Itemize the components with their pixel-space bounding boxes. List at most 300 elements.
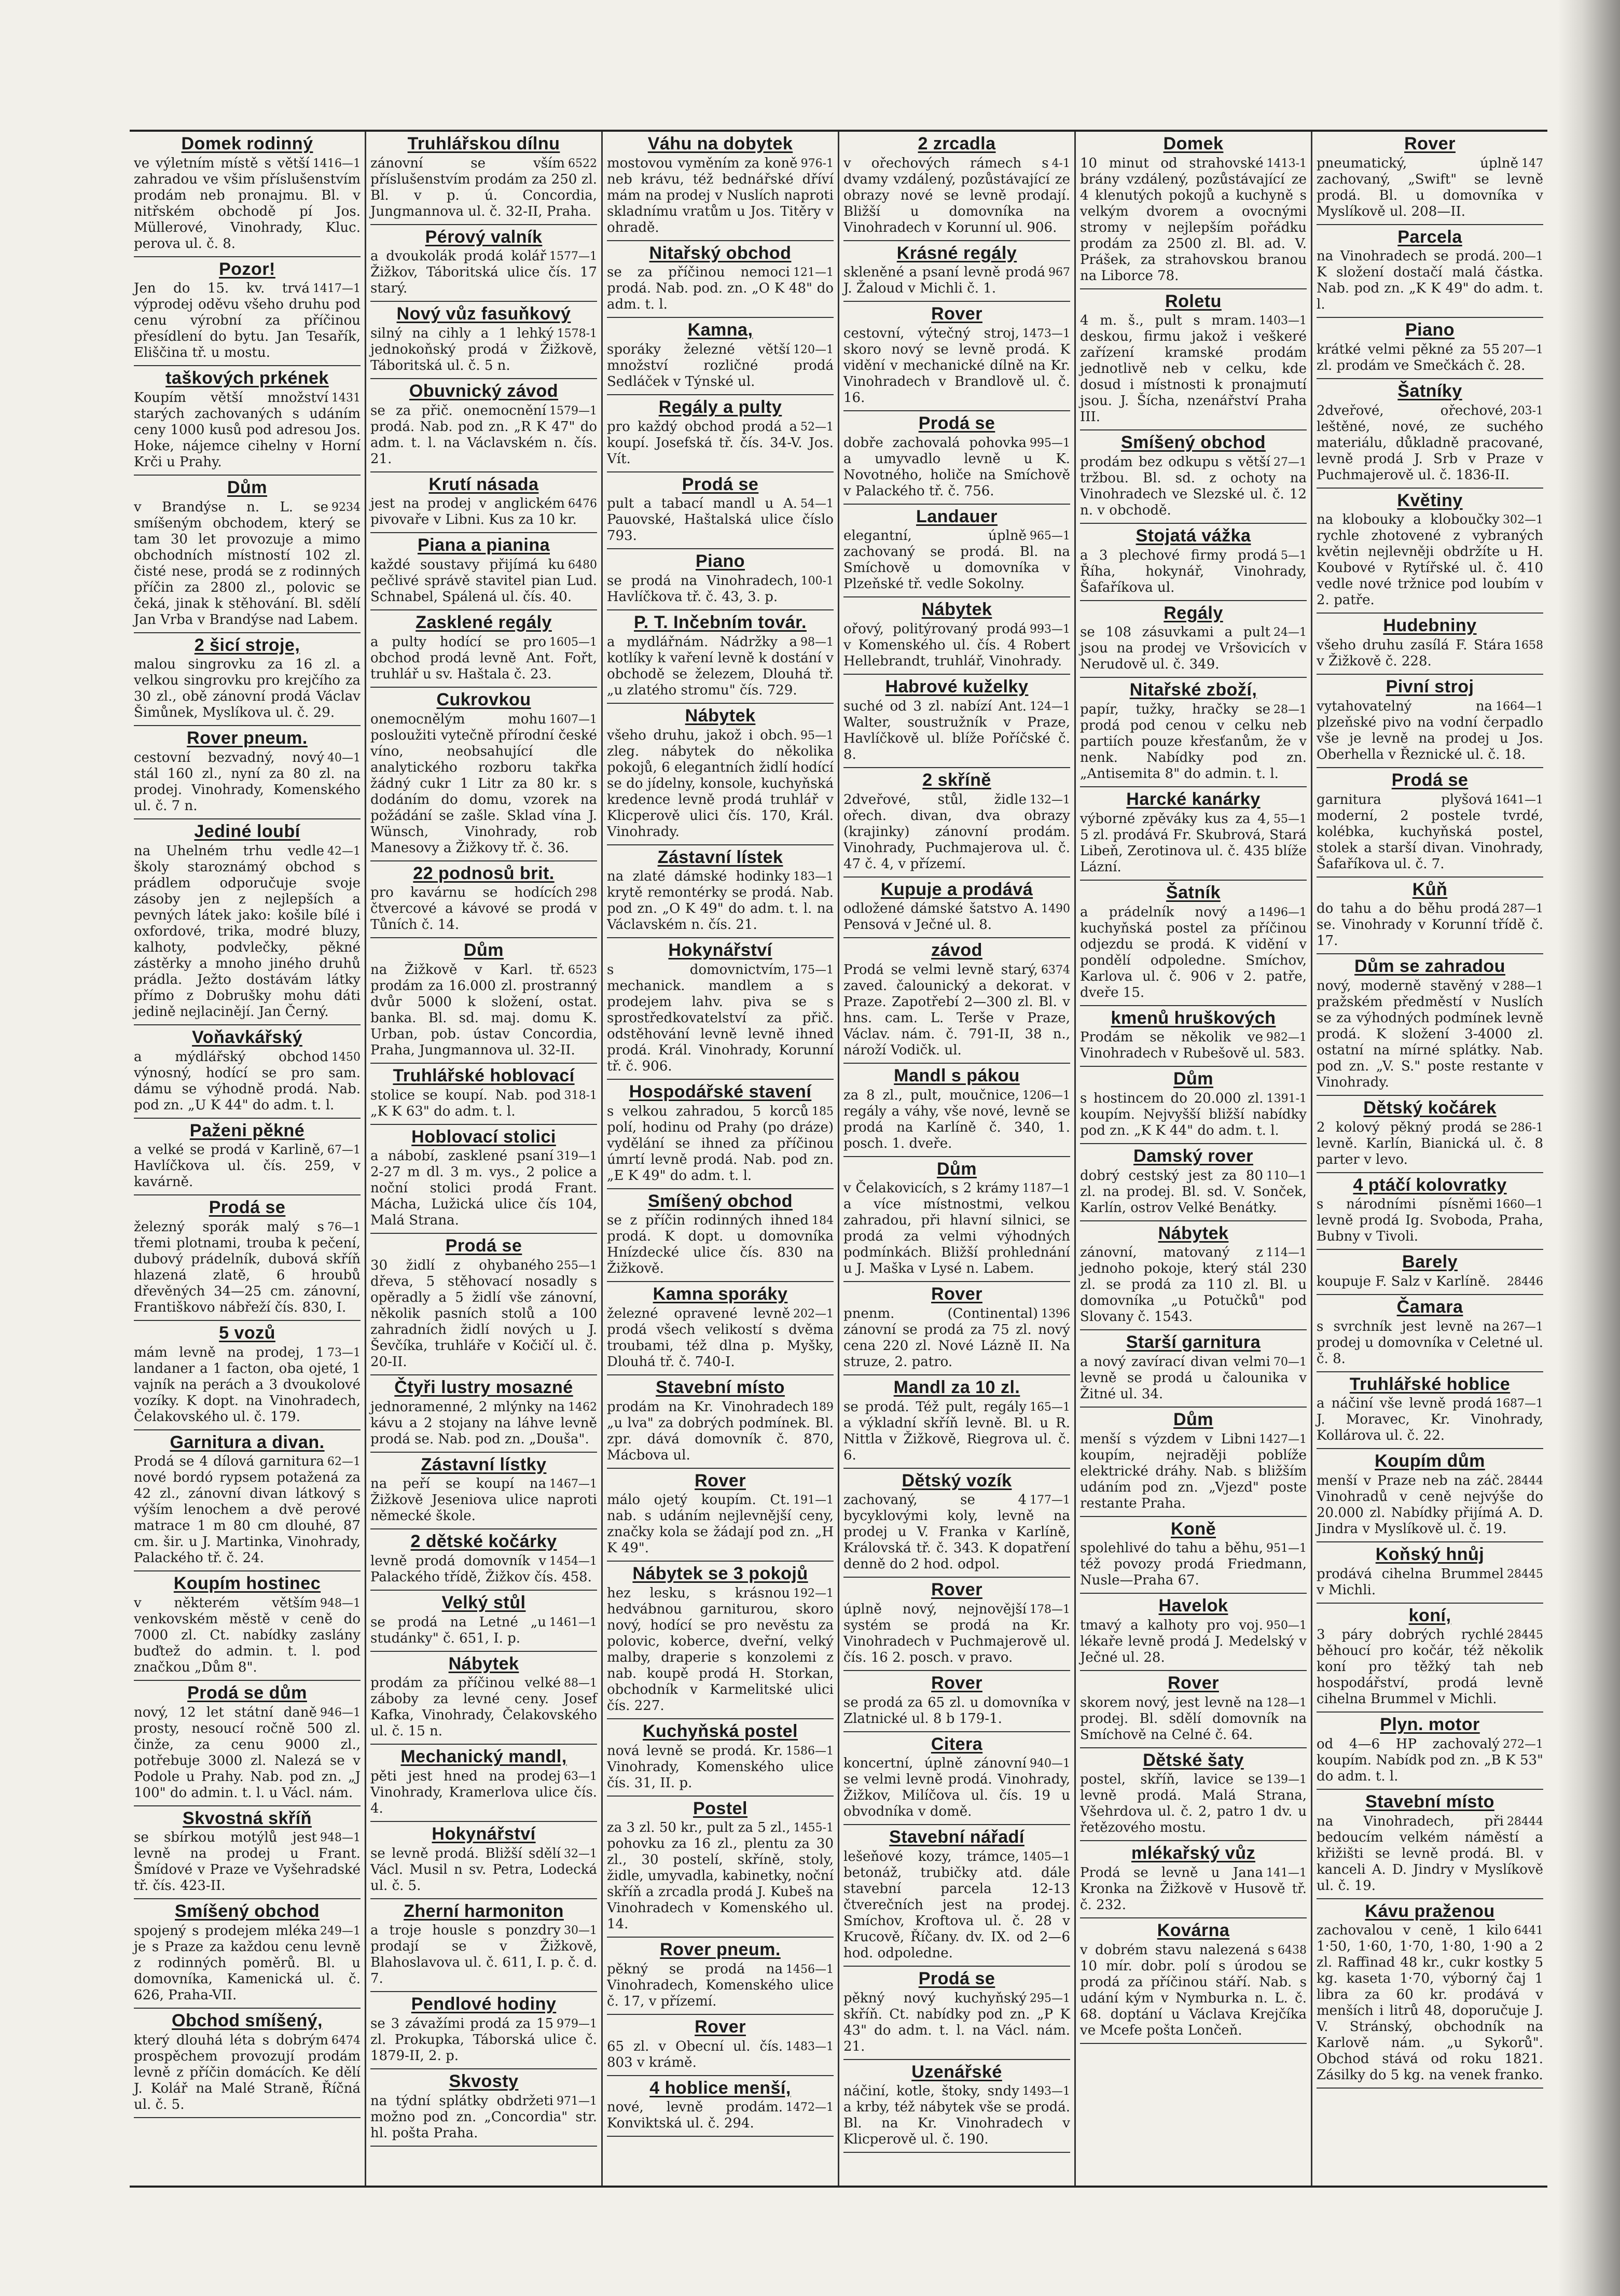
ad-text bbox=[134, 2033, 361, 2113]
classified-ad bbox=[1317, 1372, 1543, 1450]
classified-ad bbox=[370, 1453, 597, 1530]
ad-code: 67—1 bbox=[327, 1144, 361, 1157]
ad-code: 1483—1 bbox=[786, 2040, 834, 2053]
ad-code: 6441 bbox=[1514, 1924, 1543, 1938]
classified-ad bbox=[607, 1719, 834, 1797]
ad-code: 40—1 bbox=[327, 752, 361, 765]
classified-ad bbox=[370, 379, 597, 472]
ad-heading: Rover bbox=[1168, 1673, 1219, 1693]
ad-heading: závod bbox=[931, 940, 982, 961]
classified-ad bbox=[134, 476, 361, 633]
ad-code: 28—1 bbox=[1273, 703, 1307, 717]
ad-code: 202—1 bbox=[793, 1307, 834, 1320]
ad-text bbox=[370, 1476, 597, 1524]
ad-body: za 3 zl. 50 kr., pult za 5 zl., pohovku za 16 zl., plentu za 30 zl., 30 postelí, skříně, stoly, židle, umyvadla, kabinetky, noční skříň a zrcadla prodá J. Kubeš na Vinohradech v Komenského ul. 14. bbox=[607, 1820, 834, 1932]
ad-body: Jen do 15. kv. trvá výprodej oděvu všeho druhu pod cenu výrobní za příčinou přesídlení do bytu. Jan Tesařík, Eliščina tř. u mostu. bbox=[134, 281, 361, 361]
ad-code: 28444 bbox=[1507, 1474, 1543, 1487]
ad-text bbox=[370, 712, 597, 856]
ad-heading: Nábytek bbox=[1158, 1223, 1229, 1243]
ad-heading: Rover bbox=[931, 304, 982, 324]
ad-text bbox=[843, 621, 1070, 670]
classified-ad bbox=[1317, 1250, 1543, 1295]
classified-ad bbox=[1080, 601, 1307, 678]
ad-text bbox=[1317, 978, 1543, 1091]
ad-heading: Truhlářské hoblice bbox=[1349, 1374, 1511, 1394]
ad-heading: kmenů hruškových bbox=[1111, 1008, 1276, 1028]
classifieds-column-2 bbox=[365, 132, 601, 2186]
classified-ad bbox=[134, 633, 361, 727]
ad-code: 1417—1 bbox=[313, 282, 361, 296]
ad-text bbox=[1080, 702, 1307, 782]
ad-heading: Mandl za 10 zl. bbox=[893, 1377, 1020, 1397]
ad-code: 139—1 bbox=[1266, 1773, 1307, 1787]
ad-heading: Mandl s pákou bbox=[894, 1065, 1020, 1086]
ad-text bbox=[607, 1961, 834, 2010]
ad-code: 178—1 bbox=[1030, 1603, 1070, 1616]
ad-code: 1578-1 bbox=[557, 327, 597, 341]
ad-text bbox=[1317, 1923, 1543, 2083]
ad-heading: Damský rover bbox=[1133, 1146, 1253, 1166]
ad-heading: Nábytek bbox=[921, 600, 992, 620]
ad-heading: 5 vozů bbox=[219, 1323, 275, 1343]
ad-text bbox=[1317, 699, 1543, 763]
ad-text bbox=[607, 1399, 834, 1464]
ad-heading: 4 ptáčí kolovratky bbox=[1353, 1175, 1507, 1195]
classifieds-sheet bbox=[130, 130, 1547, 2188]
ad-text bbox=[607, 2099, 834, 2132]
classified-ad bbox=[370, 225, 597, 302]
ad-body: na Uhelném trhu vedle školy staroznámý obchod s prádlem odporučuje svoje zásoby jen z nejlepších a pevných látek jako: košile bílé i oxfordové, trika, modré bluzy, kalhoty, podvlečky, pěkné zástěrky a mnoho jiného druhů prádla. Ježto dostávám látky přímo z Dobrušky mohu dáti jedině nejlacinějí. Jan Černý. bbox=[134, 843, 361, 1020]
classified-ad bbox=[843, 1375, 1070, 1469]
classified-ad bbox=[134, 132, 361, 257]
classified-ad bbox=[1317, 768, 1543, 878]
ad-code: 1641—1 bbox=[1496, 793, 1543, 806]
ad-code: 255—1 bbox=[557, 1259, 597, 1272]
ad-heading: Šatník bbox=[1166, 882, 1221, 902]
ad-code: 1454—1 bbox=[549, 1555, 597, 1568]
ad-heading: koní, bbox=[1408, 1605, 1451, 1625]
ad-code: 1472—1 bbox=[786, 2101, 834, 2114]
ad-code: 4-1 bbox=[1051, 157, 1070, 170]
ad-body: a nábobí, zasklené psaní 2-27 m dl. 3 m. vys., 2 police a noční stolici prodá Frant. Mácha, Lužická ulice čís 104, Malá Strana. bbox=[370, 1148, 597, 1229]
ad-code: 249—1 bbox=[320, 1925, 361, 1938]
ad-heading: Krásné regály bbox=[896, 243, 1017, 263]
classified-ad bbox=[370, 2069, 597, 2147]
ad-text bbox=[134, 1142, 361, 1190]
ad-text bbox=[843, 962, 1070, 1059]
classified-ad bbox=[1317, 379, 1543, 489]
ad-heading: Jediné loubí bbox=[194, 822, 300, 842]
ad-text bbox=[1317, 1736, 1543, 1785]
ad-body: malou singrovku za 16 zl. a velkou singrovku pro krejčího za 30 zl., obě zánovní prodá Václav Šimůnek, Myslíkova ul. č. 29. bbox=[134, 657, 361, 721]
classified-ad bbox=[134, 257, 361, 367]
classified-ad bbox=[607, 1562, 834, 1719]
classified-ad bbox=[1080, 678, 1307, 787]
ad-text bbox=[1317, 1627, 1543, 1707]
ad-body: 2dveřové, stůl, židle ořech. divan, dva obrazy (krajinky) zánovní prodám. Vinohrady, Puchmajerova ul. č. 47 č. 4, v přízemí. bbox=[843, 791, 1070, 872]
classified-ad bbox=[607, 1080, 834, 1189]
ad-body: málo ojetý koupím. Ct. nab. s udáním nejlevnější ceny, značky kola se žádají pod zn. „H K 49". bbox=[607, 1492, 834, 1556]
ad-code: 948—1 bbox=[320, 1596, 361, 1610]
ad-body: se levně prodá. Bližší sdělí Václ. Musil n sv. Petra, Lodecká ul. č. 5. bbox=[370, 1845, 597, 1894]
ad-text bbox=[370, 2093, 597, 2141]
ad-text bbox=[607, 2039, 834, 2071]
classified-ad bbox=[1080, 430, 1307, 524]
classified-ad bbox=[370, 1591, 597, 1652]
ad-text bbox=[134, 1345, 361, 1425]
ad-code: 1586—1 bbox=[786, 1744, 834, 1758]
classified-ad bbox=[843, 1064, 1070, 1157]
ad-code: 940—1 bbox=[1030, 1757, 1070, 1771]
ad-code: 128—1 bbox=[1266, 1696, 1307, 1709]
ad-code: 965—1 bbox=[1030, 530, 1070, 543]
ad-heading: Kávu praženou bbox=[1365, 1901, 1495, 1921]
classified-ad bbox=[843, 411, 1070, 505]
ad-text bbox=[1080, 1695, 1307, 1743]
ad-heading: Nitařský obchod bbox=[649, 243, 792, 263]
classified-ad bbox=[1317, 878, 1543, 955]
ad-body: pro kavárnu se hodících čtvercové a kávové se prodá v Tůních č. 14. bbox=[370, 885, 597, 933]
classified-ad bbox=[843, 1671, 1070, 1732]
ad-code: 28445 bbox=[1507, 1629, 1543, 1642]
ad-body: pěti jest hned na prodej Vinohrady, Kramerlova ulice čís. 4. bbox=[370, 1769, 597, 1817]
ad-code: 132—1 bbox=[1030, 793, 1070, 806]
classified-ad bbox=[843, 597, 1070, 675]
ad-heading: Koupím dům bbox=[1375, 1451, 1485, 1471]
ad-body: ořový, politýrovaný prodá v Komenského ul. čís. 4 Robert Hellebrandt, truhlář, Vinohrady. bbox=[843, 621, 1070, 670]
classified-ad bbox=[134, 1899, 361, 2009]
ad-body: s hostincem do 20.000 zl. koupím. Nejvyšší bližší nabídky pod zn. „K K 44" do adm. t. l. bbox=[1080, 1090, 1307, 1138]
ad-heading: mlékařský vůz bbox=[1131, 1843, 1255, 1863]
ad-code: 267—1 bbox=[1503, 1320, 1543, 1333]
ad-body: a troje housle s ponzdry prodají se v Žižkově, Blahoslavova ul. č. 611, I. p. č. d. 7. bbox=[370, 1923, 597, 1987]
ad-code: 141—1 bbox=[1266, 1867, 1307, 1880]
ad-heading: Rover bbox=[931, 1284, 982, 1304]
classified-ad bbox=[1317, 675, 1543, 768]
ad-heading: Krutí násada bbox=[428, 474, 539, 494]
classified-ad bbox=[1317, 1096, 1543, 1173]
classified-ad bbox=[370, 1652, 597, 1745]
ad-text bbox=[843, 1399, 1070, 1464]
ad-code: 6476 bbox=[568, 497, 597, 511]
ad-heading: Koupím hostinec bbox=[173, 1574, 321, 1594]
ad-heading: Nitařské zboží, bbox=[1129, 680, 1257, 700]
classified-ad bbox=[607, 938, 834, 1080]
ad-text bbox=[843, 265, 1070, 297]
ad-body: prodám na Kr. Vinohradech „u lva" za dobrých podmínek. Bl. zpr. dává domovník č. 870, Mácbova ul. bbox=[607, 1399, 834, 1463]
classified-ad bbox=[134, 1025, 361, 1119]
ad-body: nový, 12 let státní daně prosty, nesoucí ročně 500 zl. činže, za cenu 9000 zl., potřebuje 3000 zl. Nalezá se v Podole u Prahy. Nab. pod zn. „J 100" do admin. t. l. u Václ. nám. bbox=[134, 1704, 361, 1801]
ad-body: zachovalou v ceně, 1 kilo 1·50, 1·60, 1·70, 1·80, 1·90 a 2 zl. Raffinad 48 kr., cukr kostky 5 kg. kaseta 1·70, výborný čaj 1 libra za 60 kr. prodává v menších i litrů 48, doporučuje J. V. Stránský, obchodník na Karlově nám. „u Sykorů". Obchod stává od roku 1821. Zásilky do 5 kg. na venek franko. bbox=[1317, 1923, 1543, 2083]
ad-heading: Nábytek se 3 pokojů bbox=[632, 1564, 808, 1584]
ad-heading: Nábytek bbox=[448, 1653, 519, 1674]
ad-heading: Havelok bbox=[1158, 1596, 1228, 1616]
ad-body: jest na prodej v anglickém pivovaře v Libni. Kus za 10 kr. bbox=[370, 496, 577, 528]
ad-body: na Žižkově v Karl. tř. prodám za 16.000 zl. prostranný dvůr 5000 k složení, ostat. banka. Bl. sd. maj. domu K. Urban, pob. ústav Concordia, Praha, Jungmannova ul. 32-II. bbox=[370, 962, 597, 1058]
ad-text bbox=[843, 792, 1070, 872]
ad-body: za 8 zl., pult, moučnice, regály a váhy, vše nové, levně se prodá na Karlíně č. 340, 1. posch. 1. dveře. bbox=[843, 1087, 1070, 1151]
ad-code: 967 bbox=[1048, 266, 1070, 280]
classified-ad bbox=[607, 1469, 834, 1562]
classified-ad bbox=[1080, 289, 1307, 431]
ad-text bbox=[607, 496, 834, 544]
ad-code: 120—1 bbox=[793, 343, 834, 357]
ad-body: krátké velmi pěkné za 55 zl. prodám ve Smečkách č. 28. bbox=[1317, 342, 1526, 374]
ad-body: a mydlářnám. Nádržky a kotlíky k vaření levně k dostání v obchodě se železem, Dlouhá tř. „u zlatého stromu" čís. 729. bbox=[607, 634, 834, 698]
ad-heading: Zasklené regály bbox=[416, 613, 552, 633]
ad-heading: Prodá se bbox=[918, 1969, 995, 1989]
ad-body: levně prodá domovník v Palackého třídě, Žižkov čís. 458. bbox=[370, 1553, 592, 1585]
ad-heading: Regály bbox=[1164, 603, 1223, 623]
ad-code: 1687—1 bbox=[1496, 1397, 1543, 1411]
ad-text bbox=[1080, 1942, 1307, 2039]
classified-ad bbox=[370, 472, 597, 534]
classified-ad bbox=[1080, 1841, 1307, 1918]
ad-body: v Brandýse n. L. se smíšeným obchodem, který se tam 30 let provozuje a mimo obchodních místností 102 zl. čisté nese, prodá se z rodinných příčin za 2800 zl., polovic se čeká, jinak k stěhování. Bl. sdělí Jan Vrba v Brandýse nad Labem. bbox=[134, 499, 361, 628]
ad-body: silný na cihly a 1 lehký jednokoňský prodá v Žižkově, Táboritská ul. č. 5 n. bbox=[370, 326, 597, 374]
ad-code: 1455-1 bbox=[793, 1821, 834, 1835]
ad-body: stolice se koupí. Nab. pod „K K 63" do adm. t. l. bbox=[370, 1087, 561, 1119]
ad-heading: Rover pneum. bbox=[187, 728, 308, 748]
classified-ad bbox=[1080, 1408, 1307, 1517]
classified-ad bbox=[1080, 1144, 1307, 1221]
ad-heading: 2 šicí stroje, bbox=[194, 635, 300, 655]
ad-text bbox=[1080, 1029, 1307, 1062]
ad-body: úplně nový, nejnovější systém se prodá na Kr. Vinohradech v Puchmajerově ul. čís. 16 2. posch. v pravo. bbox=[843, 1602, 1070, 1665]
ad-text bbox=[843, 1306, 1070, 1370]
ad-text bbox=[134, 1595, 361, 1676]
ad-code: 995—1 bbox=[1030, 436, 1070, 450]
classified-ad bbox=[134, 1571, 361, 1681]
classified-ad bbox=[1080, 1671, 1307, 1748]
ad-code: 1461—1 bbox=[549, 1616, 597, 1629]
ad-body: garnitura plyšová moderní, 2 postele tvrdé, kolébka, kuchyňská postel, stolek a starší divan. Vinohrady, Šafaříkova ul. č. 7. bbox=[1317, 791, 1543, 872]
classified-ad bbox=[843, 1469, 1070, 1578]
ad-heading: Domek bbox=[1163, 134, 1224, 154]
classified-ad bbox=[370, 610, 597, 688]
ad-body: se sbírkou motýlů jest levně na prodej u Frant. Šmídové v Praze ve Vyšehradské tř. čís. 423-II. bbox=[134, 1830, 361, 1894]
ad-body: se z příčin rodinných ihned prodá. K dopt. u domovníka Hnízdecké ulice čís. 830 na Žižkově. bbox=[607, 1213, 834, 1277]
classified-ad bbox=[134, 366, 361, 476]
ad-heading: Piano bbox=[1405, 320, 1455, 340]
ad-heading: Rover bbox=[695, 2017, 746, 2037]
classified-ad bbox=[843, 675, 1070, 768]
classified-ad bbox=[1080, 1006, 1307, 1067]
ad-body: se 3 závažími prodá za 15 zl. Prokupka, Táborská ulice č. 1879-II, 2. p. bbox=[370, 2016, 597, 2064]
ad-heading: Paženi pěkné bbox=[189, 1120, 305, 1140]
ad-heading: Zherní harmoniton bbox=[404, 1901, 564, 1921]
ad-text bbox=[607, 728, 834, 840]
classified-ad bbox=[1080, 1067, 1307, 1144]
ad-code: 189 bbox=[812, 1400, 834, 1414]
ad-heading: 2 zrcadla bbox=[918, 134, 996, 154]
ad-heading: Truhlářské hoblovací bbox=[393, 1065, 575, 1086]
ad-text bbox=[843, 1756, 1070, 1820]
ad-text bbox=[607, 1306, 834, 1370]
ad-code: 183—1 bbox=[793, 870, 834, 884]
ad-code: 121—1 bbox=[793, 266, 834, 280]
ad-code: 203-1 bbox=[1510, 404, 1543, 418]
ad-heading: Garnitura a divan. bbox=[170, 1432, 325, 1452]
ad-body: skorem nový, jest levně na prodej. Bl. sdělí domovník na Smíchově na Celné č. 64. bbox=[1080, 1694, 1307, 1743]
ad-body: pneumatický, úplně zachovaný, „Swift" se levně prodá. Bl. u domovníka v Myslíkově ul. 208—II. bbox=[1317, 155, 1543, 219]
classified-ad bbox=[843, 1282, 1070, 1375]
ad-code: 42—1 bbox=[327, 844, 361, 858]
ad-heading: Landauer bbox=[916, 506, 998, 526]
ad-text bbox=[1080, 811, 1307, 875]
ad-text bbox=[1080, 1618, 1307, 1666]
ad-body: prodám bez odkupu s větší tržbou. Bl. sd. z ochoty na Vinohradech ve Slezské ul. č. 12 n. v obchodě. bbox=[1080, 454, 1307, 519]
ad-heading: Obuvnický závod bbox=[409, 381, 559, 401]
ad-body: postel, skříň, lavice se levně prodá. Malá Strana, Všehrdova ul. č. 2, patro 1 dv. u řetězového mostu. bbox=[1080, 1772, 1307, 1836]
ad-body: spojený s prodejem mléka je s Praze za každou cenu levně z rodinných poměrů. Bl. u domovníka, Kamenická ul. č. 626, Praha-VII. bbox=[134, 1923, 361, 2003]
classified-ad bbox=[1317, 1713, 1543, 1790]
ad-body: cestovní, výtečný stroj, skoro nový se levně prodá. K vidění v mechanické dílně na Kr. Vinohradech v Brandlově ul. č. 16. bbox=[843, 326, 1070, 406]
ad-heading: Stavební místo bbox=[1365, 1792, 1494, 1812]
classified-ad bbox=[1317, 489, 1543, 614]
ad-heading: Rover bbox=[1404, 134, 1456, 154]
ad-text bbox=[1317, 1120, 1543, 1168]
ad-body: onemocnělým mohu posloužiti vytečně přírodní české víno, neobsahující dle analytického rozboru takřka žádný cukr 1 Litr za 80 kr. s dodáním do domu, vzorek na požádání se zašle. Sklad vína J. Wünsch, Vinohrady, rob Manesovy a Žižkovy tř. č. 36. bbox=[370, 711, 597, 856]
ad-heading: 22 podnosů brit. bbox=[413, 863, 555, 883]
ad-text bbox=[134, 750, 361, 814]
ad-body: 10 minut od strahovské brány vzdálený, pozůstávající ze 4 klenutých pokojů a kuchyně s velkým dvorem a ovocnými stromy v nejlepším pořádku prodám za 2500 zl. Bl. ad. V. Prášek, za strahovskou branou na Liborce 78. bbox=[1080, 155, 1307, 284]
classified-ad bbox=[370, 1234, 597, 1375]
ad-body: a 3 plechové firmy prodá Říha, hokynář, Vinohrady, Šafaříkova ul. bbox=[1080, 547, 1307, 595]
ad-code: 63—1 bbox=[564, 1770, 597, 1784]
ad-text bbox=[370, 1148, 597, 1229]
ad-code: 1427—1 bbox=[1259, 1432, 1307, 1446]
classified-ad bbox=[1317, 1173, 1543, 1250]
ad-text bbox=[607, 869, 834, 933]
ad-code: 28444 bbox=[1507, 1815, 1543, 1828]
classified-ad bbox=[607, 1282, 834, 1375]
ad-body: náčiní, kotle, štoky, sndy a krby, též nábytek vše se prodá. Bl. na Kr. Vinohradech v Klicperově ul. č. 190. bbox=[843, 2083, 1070, 2148]
classified-ad bbox=[370, 1064, 597, 1125]
ad-heading: Pérový valník bbox=[425, 227, 543, 247]
ad-body: prodám za příčinou velké záboby za levné ceny. Josef Kafka, Vinohrady, Čelakovského ul. č. 15 n. bbox=[370, 1675, 597, 1740]
ad-body: na peří se koupí na Žižkově Jeseniova ulice naproti německé škole. bbox=[370, 1476, 597, 1524]
ad-code: 124—1 bbox=[1030, 700, 1070, 713]
ad-code: 52—1 bbox=[800, 420, 834, 434]
classified-ad bbox=[370, 1375, 597, 1453]
ad-heading: Nový vůz fasuňkový bbox=[396, 304, 571, 324]
classified-ad bbox=[370, 1125, 597, 1234]
ad-text bbox=[607, 342, 834, 390]
ad-text bbox=[1317, 792, 1543, 872]
ad-text bbox=[134, 1830, 361, 1894]
classified-ad bbox=[1317, 1899, 1543, 2089]
ad-body: na klobouky a kloboučky rychle zhotovené z vybraných květin nejlevněji obdržíte u H. Koubové v Rytířské ul. č. 410 vedle nové tržnice pod loubím v 2. patře. bbox=[1317, 512, 1543, 608]
classified-ad bbox=[843, 1578, 1070, 1671]
ad-heading: Kupuje a prodává bbox=[880, 879, 1033, 899]
ad-code: 1605—1 bbox=[549, 635, 597, 649]
ad-body: dobře zachovalá pohovka a umyvadlo levně u K. Novotného, holiče na Smíchově v Palackého tř. č. 756. bbox=[843, 435, 1070, 499]
ad-code: 1391-1 bbox=[1266, 1092, 1307, 1105]
ad-code: 30—1 bbox=[564, 1924, 597, 1938]
ad-heading: Nábytek bbox=[685, 705, 756, 726]
ad-body: koupuje F. Salz v Karlíně. bbox=[1317, 1273, 1490, 1289]
classifieds-column-1 bbox=[130, 132, 365, 2186]
ad-text bbox=[607, 1492, 834, 1556]
ad-code: 6474 bbox=[331, 2034, 361, 2047]
classified-ad bbox=[1317, 132, 1543, 225]
ad-code: 1664—1 bbox=[1496, 700, 1543, 713]
classified-ad bbox=[607, 845, 834, 939]
ad-body: od 4—6 HP zachovalý koupím. Nabídk pod zn. „B K 53" do adm. t. l. bbox=[1317, 1736, 1543, 1785]
classifieds-column-4 bbox=[838, 132, 1074, 2186]
ad-body: pnenm. (Continental) zánovní se prodá za 75 zl. nový cena 220 zl. Nové Lázně II. Na struze, 2. patro. bbox=[843, 1305, 1070, 1370]
ad-heading: Dům bbox=[1173, 1069, 1214, 1089]
ad-heading: Habrové kuželky bbox=[885, 677, 1029, 697]
ad-body: sporáky železné větší množství rozličné prodá Sedláček v Týnské ul. bbox=[607, 342, 834, 390]
ad-body: se prodá na Letné „u studánky" č. 651, I. p. bbox=[370, 1614, 546, 1646]
ad-heading: Dům bbox=[227, 478, 268, 498]
ad-text bbox=[370, 156, 597, 220]
ad-heading: Dům bbox=[1173, 1409, 1214, 1429]
ad-code: 88—1 bbox=[564, 1677, 597, 1690]
classified-ad bbox=[607, 1797, 834, 1938]
ad-body: nová levně se prodá. Kr. Vinohrady, Komenského ulice čís. 31, II. p. bbox=[607, 1743, 834, 1791]
ad-heading: Dětský vozík bbox=[902, 1470, 1012, 1491]
ad-code: 1607—1 bbox=[549, 713, 597, 726]
ad-heading: Váhu na dobytek bbox=[647, 134, 793, 154]
ad-text bbox=[1317, 637, 1543, 670]
ad-heading: 2 dětské kočárky bbox=[410, 1532, 557, 1552]
ad-heading: Pozor! bbox=[219, 259, 275, 279]
ad-code: 76—1 bbox=[327, 1220, 361, 1234]
classified-ad bbox=[843, 938, 1070, 1064]
ad-code: 6374 bbox=[1041, 963, 1070, 977]
ad-heading: Piana a pianina bbox=[417, 535, 550, 555]
ad-heading: Dům bbox=[936, 1159, 977, 1179]
ad-code: 319—1 bbox=[557, 1150, 597, 1163]
classified-ad bbox=[607, 610, 834, 704]
ad-text bbox=[1080, 1865, 1307, 1913]
classified-ad bbox=[1080, 132, 1307, 289]
ad-body: se za příčinou nemoci prodá. Nab. pod. zn. „O K 48" do adm. t. l. bbox=[607, 265, 834, 313]
ad-body: dobrý cestský jest za 80 zl. na prodej. Bl. sd. V. Sonček, Karlín, ostrov Velké Benátky. bbox=[1080, 1167, 1307, 1216]
ad-code: 1462 bbox=[568, 1400, 597, 1414]
classified-ad bbox=[134, 1430, 361, 1572]
ad-heading: Dům bbox=[463, 940, 504, 961]
ad-code: 28446 bbox=[1507, 1275, 1543, 1288]
ad-heading: Velký stůl bbox=[441, 1593, 526, 1612]
ad-code: 1496—1 bbox=[1259, 906, 1307, 919]
ad-body: všeho druhu zasílá F. Stára v Žižkově č. 228. bbox=[1317, 637, 1511, 670]
ad-body: s domovnictvím, mechanick. mandlem a s prodejem lahv. piva se s sprostředkovatelství za přič. odstěhování levně levně ihned prodá. Král. Vinohrady, Korunní tř. č. 906. bbox=[607, 962, 834, 1074]
ad-body: železné opravené levně prodá všech velikostí s dvěma troubami, též dlna p. Myšky, Dlouhá tř. č. 740-I. bbox=[607, 1305, 834, 1370]
ad-text bbox=[370, 496, 597, 528]
classified-ad bbox=[843, 1157, 1070, 1283]
ad-code: 100-1 bbox=[800, 575, 834, 588]
ad-code: 302—1 bbox=[1503, 513, 1543, 527]
ad-code: 191—1 bbox=[793, 1494, 834, 1507]
ad-heading: Harcké kanárky bbox=[1126, 789, 1261, 810]
ad-text bbox=[843, 528, 1070, 592]
ad-code: 147 bbox=[1521, 157, 1543, 170]
ad-heading: Čtyři lustry mosazné bbox=[394, 1377, 573, 1397]
ad-code: 114—1 bbox=[1266, 1246, 1307, 1260]
ad-text bbox=[607, 1104, 834, 1184]
classified-ad bbox=[607, 132, 834, 241]
classified-ad bbox=[843, 1967, 1070, 2060]
ad-text bbox=[1317, 342, 1543, 374]
classified-ad bbox=[607, 241, 834, 318]
ad-text bbox=[370, 2016, 597, 2064]
classified-ad bbox=[607, 1375, 834, 1469]
ad-code: 54—1 bbox=[800, 497, 834, 511]
